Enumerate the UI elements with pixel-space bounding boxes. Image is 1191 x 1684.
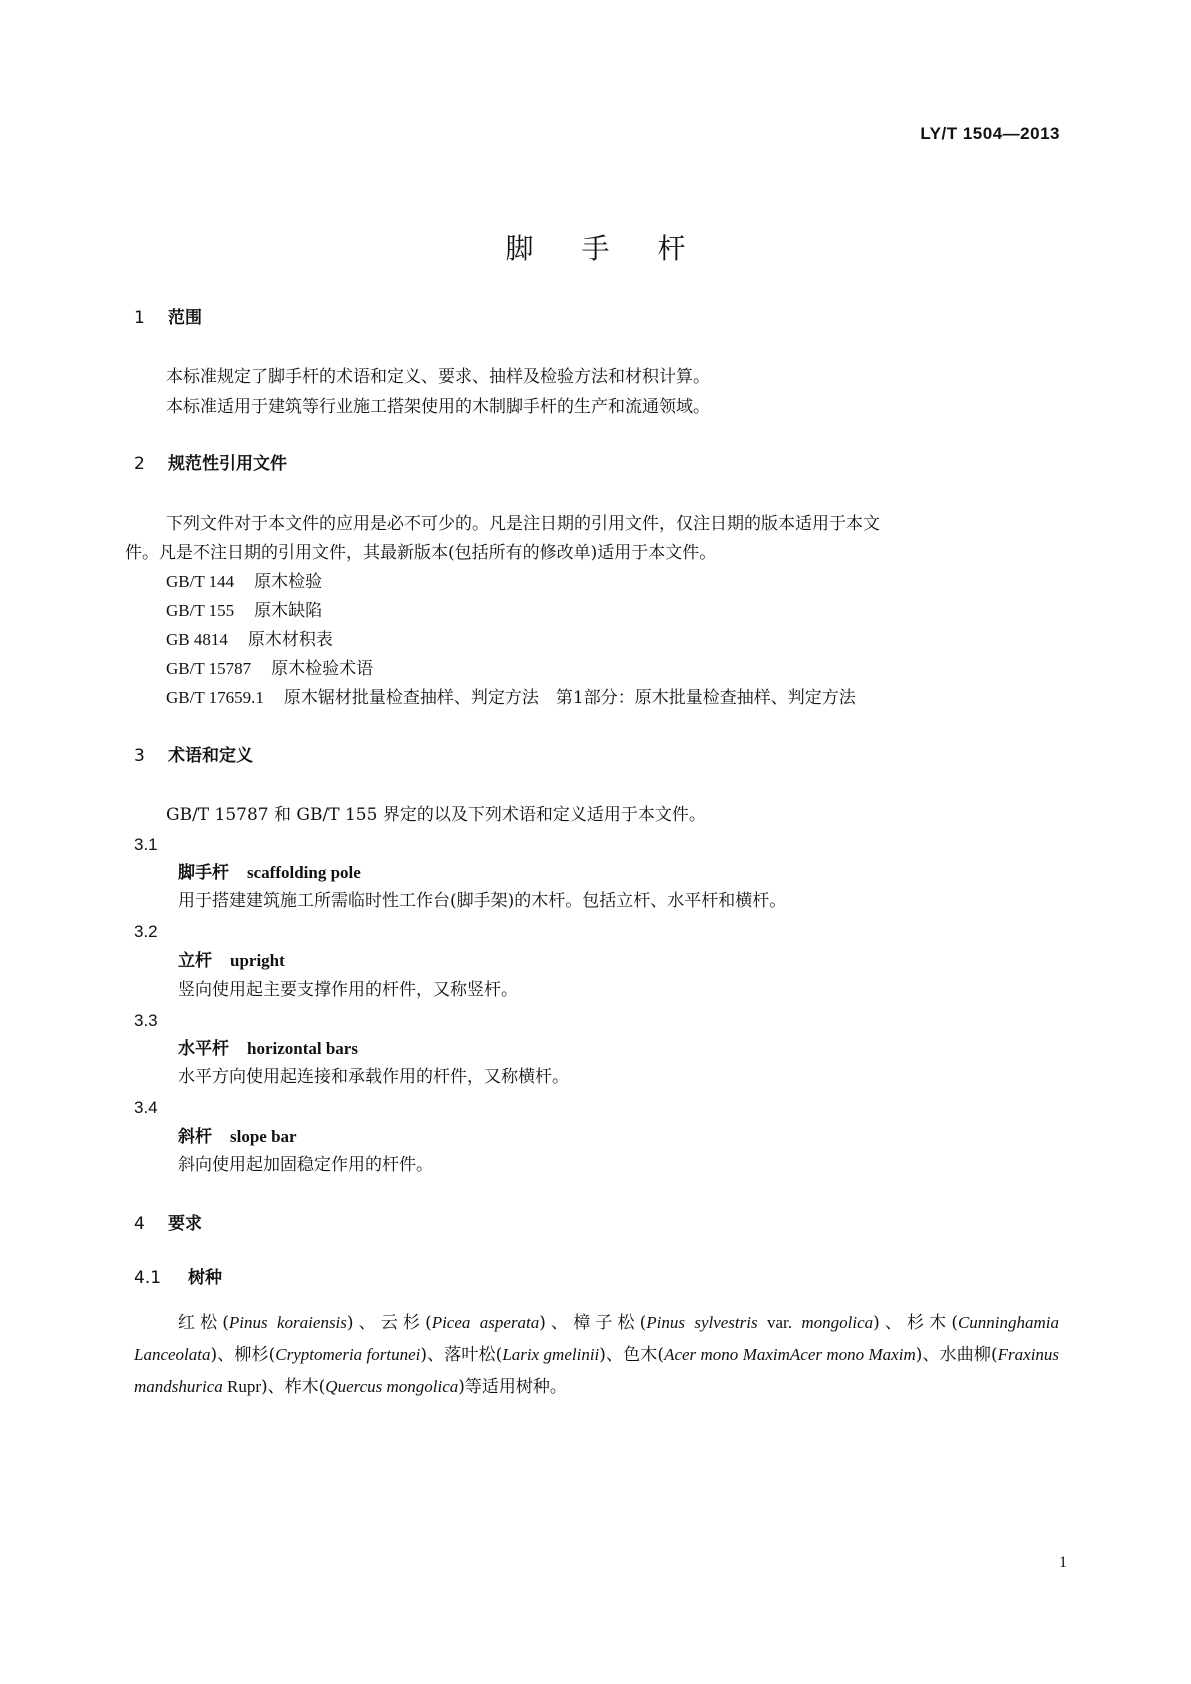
term-entry	[178, 862, 361, 884]
section-heading-normative-references	[134, 454, 287, 474]
term-entry	[178, 950, 285, 972]
text-run: )、柳杉(	[210, 1345, 276, 1365]
term-english: upright	[230, 951, 285, 970]
paragraph: 本标准适用于建筑等行业施工搭架使用的木制脚手杆的生产和流通领域。	[166, 397, 710, 417]
reference-code: GB 4814	[166, 630, 228, 649]
term-english: horizontal bars	[247, 1039, 358, 1058]
section-number: 4	[134, 1214, 145, 1234]
text-run: Rupr	[222, 1377, 262, 1396]
reference-title: 原木材积表	[247, 630, 333, 650]
text-run: )、水曲柳(	[915, 1345, 998, 1365]
term-english: slope bar	[230, 1127, 297, 1146]
term-chinese: 水平杆	[178, 1039, 229, 1059]
latin-name: Pinus sylvestris	[646, 1313, 758, 1332]
term-chinese: 斜杆	[178, 1127, 212, 1147]
latin-name: Picea asperata	[431, 1313, 540, 1332]
reference-item	[166, 570, 322, 594]
section-title: 要求	[168, 1214, 202, 1234]
reference-title: 原木锯材批量检查抽样、判定方法 第1部分：原木批量检查抽样、判定方法	[283, 688, 856, 708]
page-number: 1	[1059, 1554, 1067, 1571]
latin-name: Cunninghamia Lanceolata	[134, 1313, 1060, 1364]
section-heading-scope	[134, 308, 202, 328]
latin-name: Pinus koraiensis	[228, 1313, 347, 1332]
term-number: 3.3	[134, 1011, 158, 1030]
text-run: )、柞木(	[261, 1377, 326, 1397]
paragraph: 件。凡是不注日期的引用文件，其最新版本(包括所有的修改单)适用于本文件。	[125, 543, 717, 563]
reference-code: GB/T 17659.1	[166, 688, 264, 707]
term-definition: 用于搭建建筑施工所需临时性工作台(脚手架)的木杆。包括立杆、水平杆和横杆。	[178, 891, 787, 911]
reference-code: GB/T 144	[166, 572, 235, 591]
section-number: 2	[134, 454, 145, 474]
section-title: 规范性引用文件	[168, 454, 287, 474]
subsection-heading-species	[134, 1268, 222, 1288]
term-number: 3.2	[134, 922, 158, 941]
section-number: 1	[134, 308, 145, 328]
text-run: var.	[757, 1313, 802, 1332]
reference-title: 原木检验术语	[271, 659, 374, 679]
reference-title: 原木缺陷	[254, 601, 323, 621]
reference-item	[166, 686, 856, 710]
section-heading-terms-and-definitions	[134, 746, 253, 766]
term-chinese: 立杆	[178, 951, 212, 971]
section-heading-requirements	[134, 1214, 202, 1234]
paragraph: GB/T 15787 和 GB/T 155 界定的以及下列术语和定义适用于本文件。	[166, 805, 706, 825]
term-chinese: 脚手杆	[178, 863, 229, 883]
latin-name: Fraxinus mandshurica	[134, 1345, 1060, 1396]
reference-title: 原木检验	[254, 572, 323, 592]
reference-code: GB/T 155	[166, 601, 235, 620]
subsection-number: 4.1	[134, 1268, 162, 1288]
term-entry	[178, 1038, 358, 1060]
text-run: )、色木(	[599, 1345, 665, 1365]
latin-name: Larix gmelinii	[502, 1345, 600, 1364]
paragraph: 下列文件对于本文件的应用是必不可少的。凡是注日期的引用文件，仅注日期的版本适用于本文	[166, 514, 880, 534]
reference-code: GB/T 15787	[166, 659, 252, 678]
text-run: )、云杉(	[346, 1313, 432, 1333]
paragraph: 本标准规定了脚手杆的术语和定义、要求、抽样及检验方法和材积计算。	[166, 367, 710, 387]
latin-name: Acer mono MaximAcer mono Maxim	[664, 1345, 916, 1364]
latin-name: Cryptomeria fortunei	[275, 1345, 421, 1364]
text-run: )、樟子松(	[539, 1313, 647, 1333]
subsection-title: 树种	[188, 1268, 222, 1288]
latin-name: Quercus mongolica	[325, 1377, 459, 1396]
text-run: )、杉木(	[873, 1313, 958, 1333]
text-run: )等适用树种。	[458, 1377, 567, 1397]
species-paragraph	[134, 1307, 1059, 1403]
term-number: 3.4	[134, 1098, 158, 1117]
term-definition: 水平方向使用起连接和承载作用的杆件，又称横杆。	[178, 1067, 569, 1087]
term-definition: 斜向使用起加固稳定作用的杆件。	[178, 1155, 433, 1175]
reference-item	[166, 657, 373, 681]
section-number: 3	[134, 746, 145, 766]
reference-item	[166, 599, 322, 623]
document-title: 脚手杆	[505, 232, 734, 265]
term-number: 3.1	[134, 835, 158, 854]
term-entry	[178, 1126, 297, 1148]
standard-code: LY/T 1504—2013	[920, 124, 1060, 143]
section-title: 范围	[168, 308, 202, 328]
latin-name: mongolica	[801, 1313, 874, 1332]
term-definition: 竖向使用起主要支撑作用的杆件，又称竖杆。	[178, 980, 518, 1000]
reference-item	[166, 628, 333, 652]
text-run: 红松(	[178, 1313, 229, 1333]
term-english: scaffolding pole	[247, 863, 361, 882]
text-run: )、落叶松(	[420, 1345, 503, 1365]
section-title: 术语和定义	[168, 746, 253, 766]
